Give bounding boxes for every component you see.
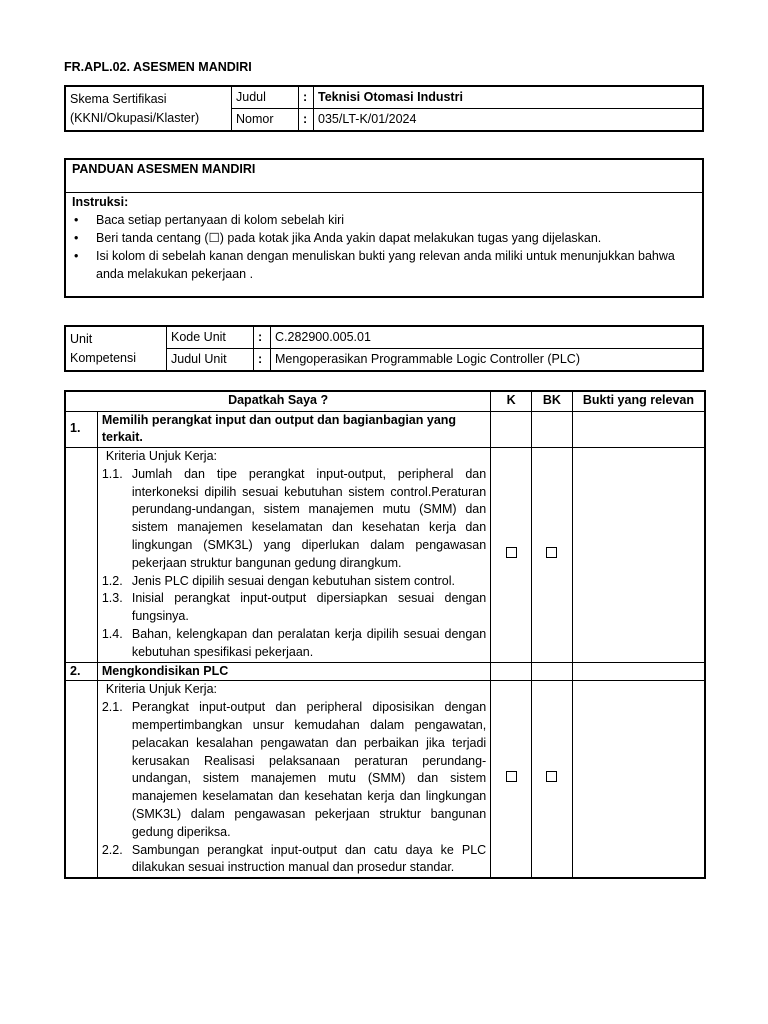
- kuk-item: 1.3. Inisial perangkat input-output dipersiapkan sesuai dengan fungsinya.: [101, 591, 487, 624]
- bk-checkbox[interactable]: [546, 547, 557, 558]
- unit-table: [64, 325, 704, 372]
- skema-label: Skema Sertifikasi (KKNI/Okupasi/Klaster): [65, 86, 232, 131]
- kuk-label: Kriteria Unjuk Kerja:: [105, 449, 218, 464]
- element-number: 2.: [65, 662, 97, 681]
- judul-unit-label: Judul Unit: [167, 349, 254, 372]
- instruksi-label: Instruksi:: [72, 195, 129, 209]
- k-cell: [491, 681, 532, 878]
- kuk-item: 1.1. Jumlah dan tipe perangkat input-output, peripheral dan interkoneksi dipilih sesuai kebutuhan sistem control.Peraturan perundang-undangan, sistem manajemen mutu (SMM) dan sistem manajemen keselamatan dan kesehatan kerja dan lingkungan (SMK3L) yang diperlukan dalam pengawasan pekerjaan struktur bangunan gedung dirangkum.: [101, 466, 487, 570]
- kuk-spacer: [65, 448, 97, 663]
- judul-value: Teknisi Otomasi Industri: [314, 86, 704, 109]
- judul-unit-colon: :: [254, 349, 271, 372]
- instruction-item: • Baca setiap pertanyaan di kolom sebelah kiri: [96, 211, 702, 229]
- element-bukti-cell: [572, 411, 705, 448]
- panduan-heading: PANDUAN ASESMEN MANDIRI: [66, 160, 702, 193]
- assessment-table: [64, 390, 706, 879]
- kuk-list: [97, 681, 490, 878]
- element-k-cell: [491, 662, 532, 681]
- kode-unit-label: Kode Unit: [167, 326, 254, 349]
- element-title: Memilih perangkat input dan output dan bagianbagian yang terkait.: [97, 411, 490, 448]
- bk-cell: [531, 448, 572, 663]
- skema-table: [64, 85, 704, 132]
- bk-cell: [531, 681, 572, 878]
- judul-unit-value: Mengoperasikan Programmable Logic Controller (PLC): [271, 349, 704, 372]
- panduan-box: [64, 158, 704, 298]
- kuk-item: 2.1. Perangkat input-output dan peripheral diposisikan dengan mempertimbangkan unsur kemudahan dalam pengawatan, pelacakan kesalahan pengawatan dan perbaikan jika terjadi kerusakan Realisasi pelaksanaan peraturan perundang-undangan, sistem manajemen mutu (SMM) dan sistem manajemen keselamatan dan kesehatan kerja dan lingkungan (SMK3L) dalam pengawasan pekerjaan struktur bangunan gedung diperiksa.: [101, 700, 487, 839]
- kuk-list: [97, 448, 490, 663]
- header-k: K: [491, 391, 532, 411]
- instruction-item: • Beri tanda centang (☐) pada kotak jika Anda yakin dapat melakukan tugas yang dijelaskan.: [96, 229, 702, 247]
- k-cell: [491, 448, 532, 663]
- unit-label: Unit Kompetensi: [65, 326, 167, 371]
- kuk-item: 1.4. Bahan, kelengkapan dan peralatan kerja dipilih sesuai dengan kebutuhan spesifikasi pekerjaan.: [101, 627, 487, 659]
- bukti-cell[interactable]: [572, 448, 705, 663]
- element-title: Mengkondisikan PLC: [97, 662, 490, 681]
- element-k-cell: [491, 411, 532, 448]
- bukti-cell[interactable]: [572, 681, 705, 878]
- document-title: FR.APL.02. ASESMEN MANDIRI: [64, 60, 252, 74]
- kuk-item: 2.2. Sambungan perangkat input-output dan catu daya ke PLC dilakukan sesuai instruction manual dan prosedur standar.: [101, 842, 487, 875]
- bk-checkbox[interactable]: [546, 771, 557, 782]
- nomor-value: 035/LT-K/01/2024: [314, 109, 704, 132]
- judul-colon: :: [299, 86, 314, 109]
- k-checkbox[interactable]: [506, 547, 517, 558]
- kode-colon: :: [254, 326, 271, 349]
- header-question: Dapatkah Saya ?: [65, 391, 491, 411]
- instruction-item: • Isi kolom di sebelah kanan dengan menuliskan bukti yang relevan anda miliki untuk menunjukkan bahwa anda melakukan pekerjaan .: [96, 247, 702, 283]
- kuk-item: 1.2. Jenis PLC dipilih sesuai dengan kebutuhan sistem control.: [101, 573, 455, 588]
- nomor-colon: :: [299, 109, 314, 132]
- nomor-label: Nomor: [232, 109, 299, 132]
- header-bukti: Bukti yang relevan: [572, 391, 705, 411]
- element-number: 1.: [65, 411, 97, 448]
- kode-unit-value: C.282900.005.01: [271, 326, 704, 349]
- kuk-label: Kriteria Unjuk Kerja:: [105, 682, 218, 697]
- element-bukti-cell: [572, 662, 705, 681]
- element-bk-cell: [531, 662, 572, 681]
- kuk-spacer: [65, 681, 97, 878]
- judul-label: Judul: [232, 86, 299, 109]
- element-bk-cell: [531, 411, 572, 448]
- k-checkbox[interactable]: [506, 771, 517, 782]
- header-bk: BK: [531, 391, 572, 411]
- instruction-list: [66, 211, 702, 283]
